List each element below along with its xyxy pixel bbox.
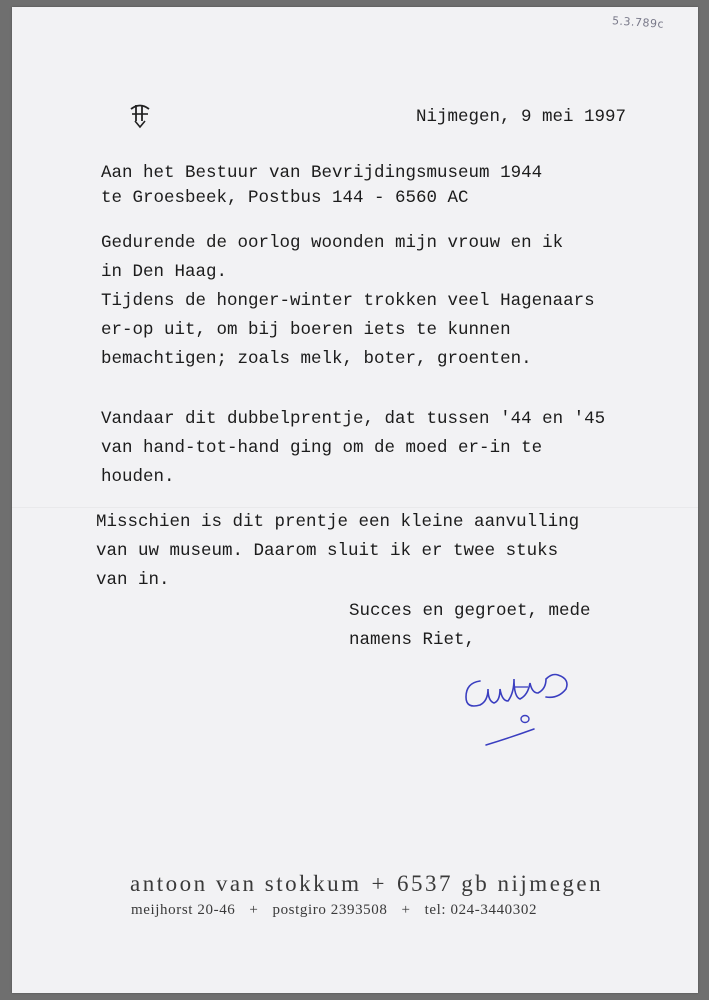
separator: + [401, 902, 411, 918]
sender-phone: tel: 024-3440302 [424, 902, 538, 918]
paragraph-1 [101, 229, 595, 374]
separator: + [249, 902, 259, 918]
sender-postgiro: postgiro 2393508 [272, 902, 388, 918]
archive-number-note: 5.3.789c [611, 14, 665, 31]
text-line: houden. [101, 467, 175, 487]
text-line: in Den Haag. [101, 262, 228, 282]
separator: + [371, 871, 388, 896]
date-line: Nijmegen, 9 mei 1997 [416, 107, 627, 127]
recipient-line: Aan het Bestuur van Bevrijdingsmuseum 1944 [101, 163, 543, 183]
letterhead-line-1 [130, 871, 709, 897]
handwritten-signature [458, 653, 578, 753]
paragraph-2 [101, 405, 605, 492]
text-line: van in. [96, 570, 170, 590]
text-line: Succes en gegroet, mede [349, 601, 591, 621]
recipient-address [101, 161, 542, 211]
text-line: er-op uit, om bij boeren iets te kunnen [101, 320, 511, 340]
monogram-logo [127, 101, 153, 131]
text-line: Gedurende de oorlog woonden mijn vrouw en ik [101, 233, 564, 253]
closing-greeting [349, 597, 591, 655]
sender-name: antoon van stokkum [130, 871, 362, 896]
letterhead-line-2 [131, 902, 709, 919]
text-line: Vandaar dit dubbelprentje, dat tussen '44 en '45 [101, 409, 606, 429]
text-line: Misschien is dit prentje een kleine aanvulling [96, 512, 580, 532]
paragraph-3 [96, 508, 579, 595]
text-line: van hand-tot-hand ging om de moed er-in te [101, 438, 543, 458]
letter-sheet [12, 7, 698, 993]
sender-street: meijhorst 20-46 [131, 902, 236, 918]
recipient-line: te Groesbeek, Postbus 144 - 6560 AC [101, 188, 469, 208]
sender-city: 6537 gb nijmegen [397, 871, 604, 896]
text-line: Tijdens de honger-winter trokken veel Hagenaars [101, 291, 595, 311]
text-line: van uw museum. Daarom sluit ik er twee stuks [96, 541, 559, 561]
text-line: namens Riet, [349, 630, 476, 650]
text-line: bemachtigen; zoals melk, boter, groenten. [101, 349, 532, 369]
